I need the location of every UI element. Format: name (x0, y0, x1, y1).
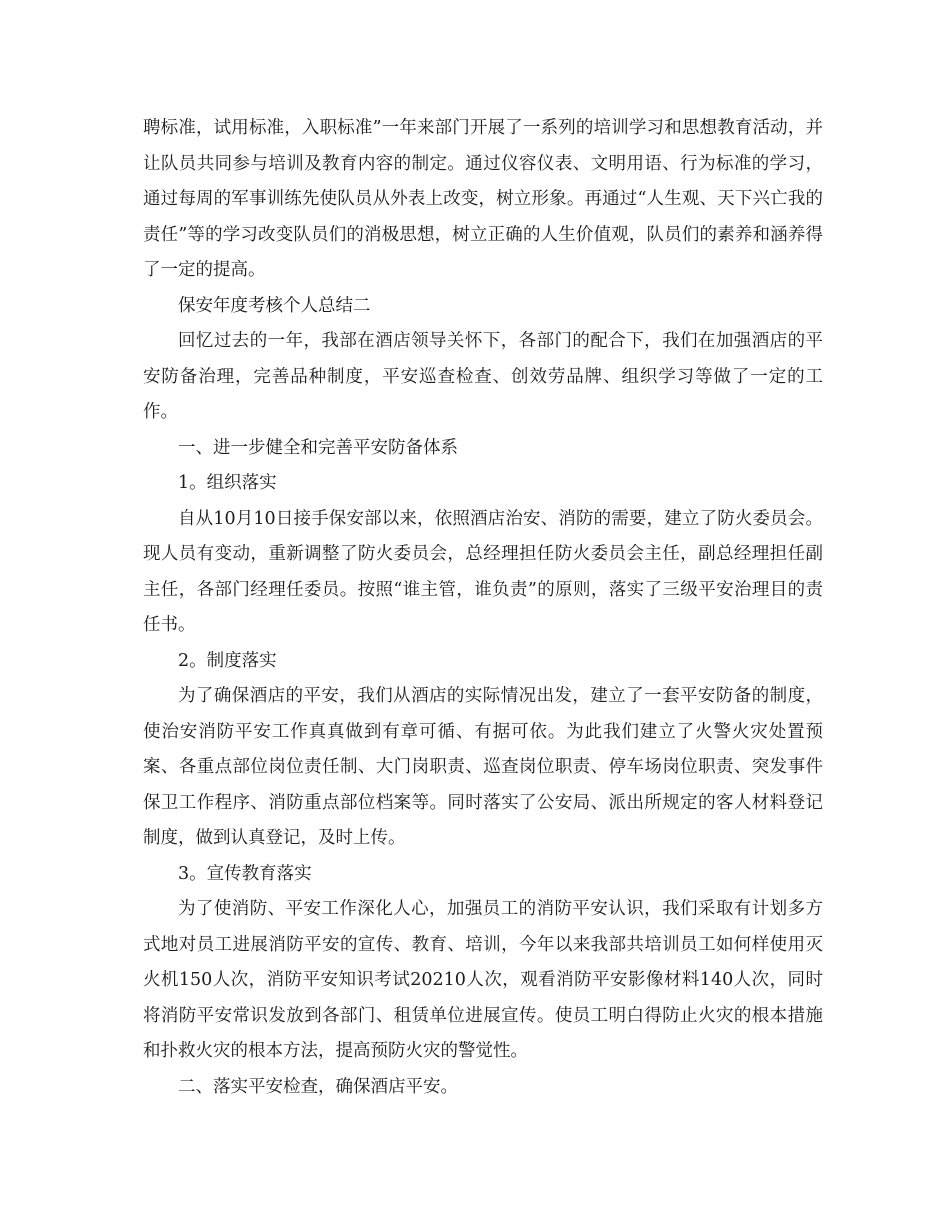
subsection-heading: 1。组织落实 (178, 473, 277, 493)
body-paragraph: 自从10月10日接手保安部以来，依照酒店治安、消防的需要，建立了防火委员会。现人员有变动，重新调整了防火委员会，总经理担任防火委员会主任，副总经理担任副主任，各部门经理任委员。按照“谁主管，谁负责”的原则，落实了三级平安治理目的责任书。 (143, 508, 823, 635)
body-paragraph: 为了使消防、平安工作深化人心，加强员工的消防平安认识，我们采取有计划多方式地对员工进展消防平安的宣传、教育、培训，今年以来我部共培训员工如何样使用灭火机150人次，消防平安知识考试20210人次，观看消防平安影像材料140人次，同时将消防平安常识发放到各部门、租赁单位进展宣传。使员工明白得防止火灾的根本措施和扑救火灾的根本方法，提高预防火灾的警觉性。 (143, 899, 823, 1061)
body-paragraph: 聘标准，试用标准，入职标准”一年来部门开展了一系列的培训学习和思想教育活动，并让队员共同参与培训及教育内容的制定。通过仪容仪表、文明用语、行为标准的学习，通过每周的军事训练先使队员从外表上改变，树立形象。再通过“人生观、天下兴亡我的责任”等的学习改变队员们的消极思想，树立正确的人生价值观，队员们的素养和涵养得了一定的提高。 (143, 118, 823, 280)
subsection-heading: 2。制度落实 (178, 650, 277, 671)
body-paragraph: 为了确保酒店的平安，我们从酒店的实际情况出发，建立了一套平安防备的制度，使治安消防平安工作真真做到有章可循、有据可依。为此我们建立了火警火灾处置预案、各重点部位岗位责任制、大门岗职责、巡查岗位职责、停车场岗位职责、突发事件保卫工作程序、消防重点部位档案等。同时落实了公安局、派出所规定的客人材料登记制度，做到认真登记，及时上传。 (143, 686, 823, 848)
section-heading: 一、进一步健全和完善平安防备体系 (178, 437, 458, 458)
document-body (143, 111, 823, 1105)
body-paragraph: 回忆过去的一年，我部在酒店领导关怀下，各部门的配合下，我们在加强酒店的平安防备治理，完善品种制度，平安巡查检查、创效劳品牌、组织学习等做了一定的工作。 (143, 331, 823, 422)
subsection-heading: 3。宣传教育落实 (178, 863, 312, 884)
section-heading: 二、落实平安检查，确保酒店平安。 (178, 1076, 458, 1097)
section-title: 保安年度考核个人总结二 (178, 295, 371, 316)
